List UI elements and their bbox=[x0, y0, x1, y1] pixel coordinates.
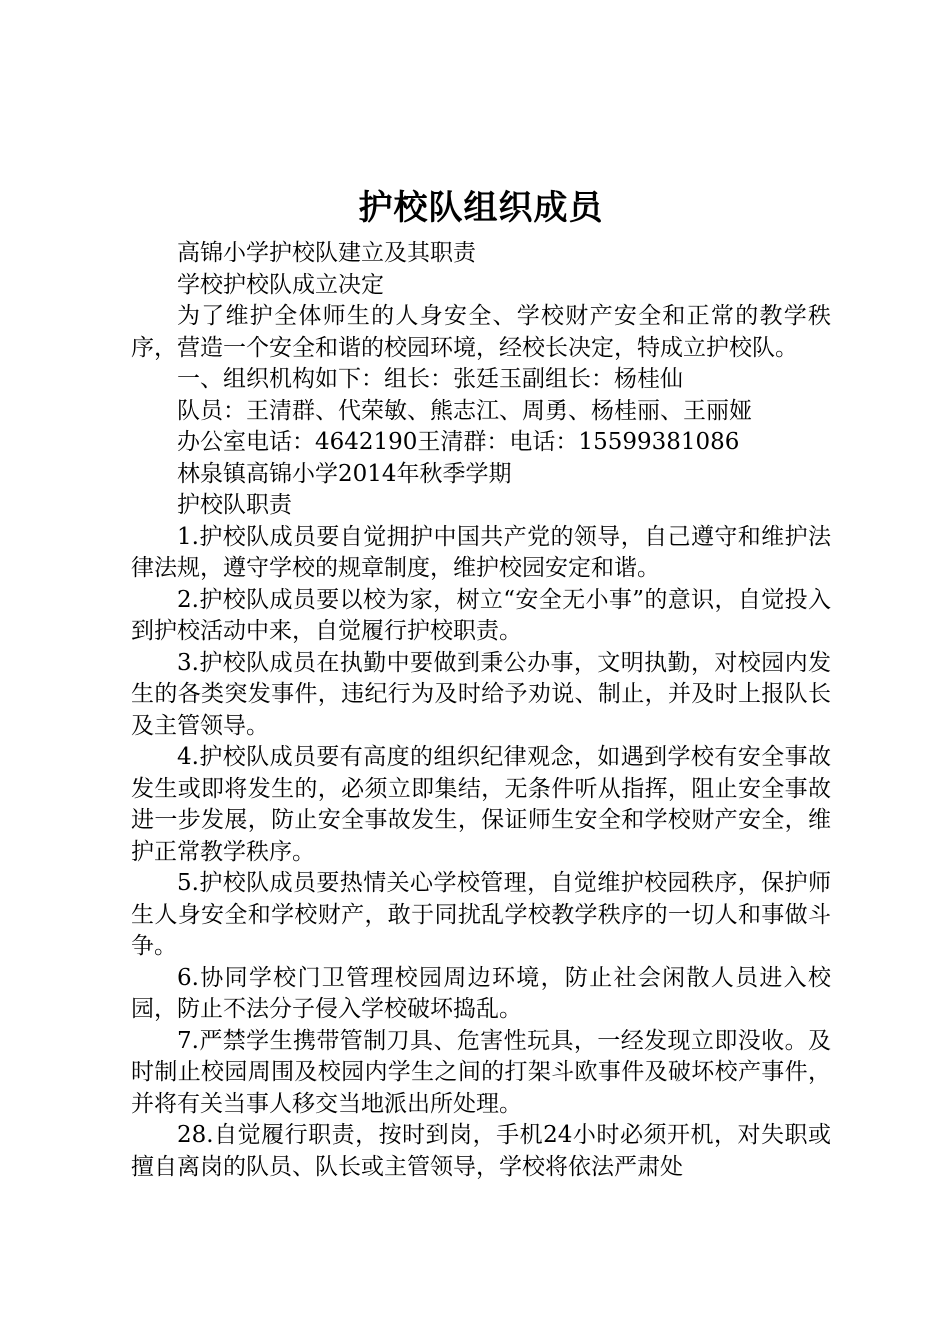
paragraph-school-term: 林泉镇高锦小学2014年秋季学期 bbox=[177, 460, 512, 487]
paragraph-duty-2: 2.护校队成员要以校为家，树立“安全无小事”的意识，自觉投入到护校活动中来，自觉履行护校职责。 bbox=[131, 586, 831, 644]
paragraph-duty-7: 7.严禁学生携带管制刀具、危害性玩具，一经发现立即没收。及时制止校园周围及校园内学生之间的打架斗欧事件及破坏校产事件，并将有关当事人移交当地派出所处理。 bbox=[131, 1027, 831, 1117]
paragraph-decision-heading: 学校护校队成立决定 bbox=[177, 271, 384, 298]
paragraph-organization: 一、组织机构如下：组长：张廷玉副组长：杨桂仙 bbox=[177, 366, 683, 392]
document-page bbox=[131, 180, 831, 1183]
paragraph-duty-28: 28.自觉履行职责，按时到岗，手机24小时必须开机，对失职或擅自离岗的队员、队长或主管领导，学校将依法严肃处 bbox=[131, 1122, 831, 1180]
paragraph-school-title: 高锦小学护校队建立及其职责 bbox=[177, 240, 476, 266]
paragraph-duties-heading: 护校队职责 bbox=[177, 492, 292, 518]
paragraph-purpose: 为了维护全体师生的人身安全、学校财产安全和正常的教学秩序，营造一个安全和谐的校园环境，经校长决定，特成立护校队。 bbox=[131, 303, 831, 361]
paragraph-duty-3: 3.护校队成员在执勤中要做到秉公办事，文明执勤，对校园内发生的各类突发事件，违纪行为及时给予劝说、制止，并及时上报队长及主管领导。 bbox=[131, 649, 831, 739]
paragraph-duty-1: 1.护校队成员要自觉拥护中国共产党的领导，自己遵守和维护法律法规，遵守学校的规章制度，维护校园安定和谐。 bbox=[131, 523, 831, 581]
document-title: 护校队组织成员 bbox=[358, 188, 604, 228]
paragraph-duty-5: 5.护校队成员要热情关心学校管理，自觉维护校园秩序，保护师生人身安全和学校财产，敢于同扰乱学校教学秩序的一切人和事做斗争。 bbox=[131, 870, 831, 959]
paragraph-duty-4: 4.护校队成员要有高度的组织纪律观念，如遇到学校有安全事故发生或即将发生的，必须立即集结，无条件听从指挥，阻止安全事故进一步发展，防止安全事故发生，保证师生安全和学校财产安全，维护正常教学秩序。 bbox=[131, 744, 831, 865]
paragraph-members: 队员：王清群、代荣敏、熊志江、周勇、杨桂丽、王丽娅 bbox=[177, 397, 752, 424]
paragraph-phone: 办公室电话：4642190王清群：电话：15599381086 bbox=[177, 429, 740, 455]
paragraph-duty-6: 6.协同学校门卫管理校园周边环境，防止社会闲散人员进入校园，防止不法分子侵入学校破坏捣乱。 bbox=[131, 964, 831, 1022]
